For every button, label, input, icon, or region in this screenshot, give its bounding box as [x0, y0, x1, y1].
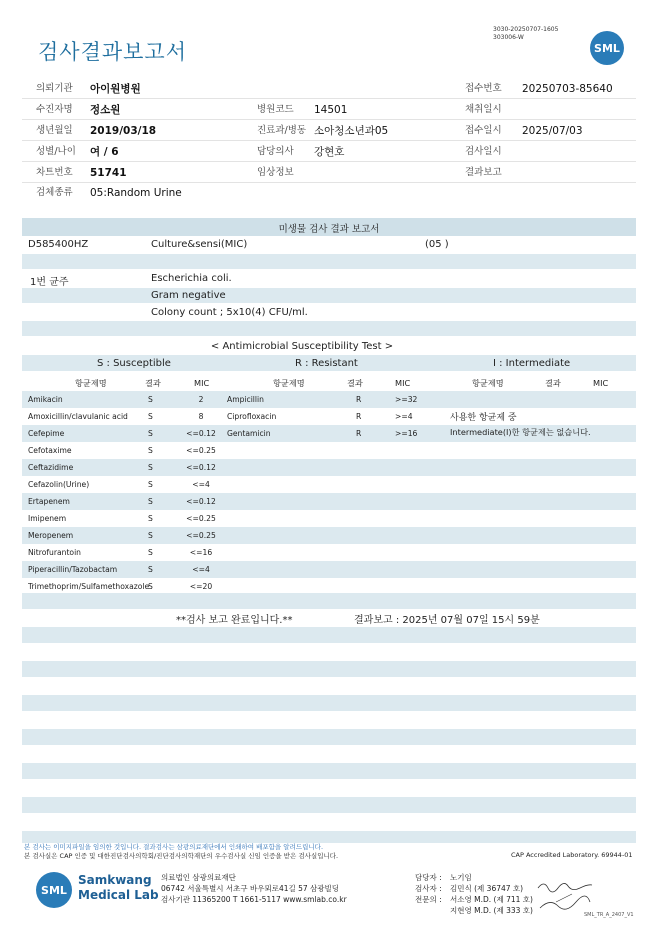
drug-name: Trimethoprim/Sulfamethoxazole — [28, 582, 150, 591]
result: S — [148, 497, 153, 506]
drug-name: Gentamicin — [227, 429, 271, 438]
staff-label-3: 전문의 : — [415, 895, 442, 904]
col-mic-1: MIC — [194, 378, 210, 388]
stripe — [22, 593, 636, 609]
test-number: (05 ) — [425, 239, 449, 250]
birth-value: 2019/03/18 — [90, 125, 157, 137]
report-label: 결과보고 — [465, 167, 502, 178]
section-title: 미생물 검사 결과 보고서 — [278, 224, 380, 235]
info-row-5 — [22, 163, 636, 183]
mic-value: >=16 — [395, 429, 418, 438]
mic-value: >=32 — [395, 395, 418, 404]
sex-age-label: 성별/나이 — [36, 146, 76, 157]
report-complete: **검사 보고 완료입니다.** — [176, 615, 293, 626]
stripe — [22, 321, 636, 336]
stripe — [22, 627, 636, 643]
organism-label: 1번 균주 — [30, 277, 69, 288]
org-address: 06742 서울특별시 서초구 바우뫼로41길 57 삼광빌딩 — [161, 884, 340, 893]
stripe — [22, 763, 636, 779]
drug-name: Amoxicillin/clavulanic acid — [28, 412, 128, 421]
brand-line-2: Medical Lab — [78, 888, 159, 902]
drug-name: Ertapenem — [28, 497, 70, 506]
result: S — [148, 514, 153, 523]
drug-name: Amikacin — [28, 395, 63, 404]
drug-name: Ampicillin — [227, 395, 264, 404]
chart-no-value: 51741 — [90, 167, 127, 179]
drug-name: Piperacillin/Tazobactam — [28, 565, 118, 574]
mic-value: <=4 — [192, 565, 210, 574]
test-code: D585400HZ — [28, 239, 89, 250]
col-mic-2: MIC — [395, 378, 411, 388]
report-title: 검사결과보고서 — [38, 40, 188, 64]
dept-value: 소아청소년과05 — [314, 125, 389, 137]
stripe — [22, 661, 636, 677]
info-row-2 — [22, 100, 636, 120]
drug-name: Imipenem — [28, 514, 67, 523]
stripe — [22, 729, 636, 745]
staff-label-1: 담당자 : — [415, 873, 442, 882]
legend-intermediate: I : Intermediate — [493, 358, 571, 369]
col-result-3: 결과 — [545, 378, 561, 388]
clinical-label: 임상정보 — [257, 167, 294, 178]
hospital-code-label: 병원코드 — [257, 104, 294, 115]
mic-value: <=0.25 — [186, 514, 216, 523]
info-row-3 — [22, 121, 636, 141]
mic-value: <=0.25 — [186, 446, 216, 455]
staff-1: 노기임 — [450, 873, 472, 882]
result: S — [148, 531, 153, 540]
drug-name: Cefotaxime — [28, 446, 72, 455]
stripe — [22, 797, 636, 813]
receipt-date-label: 접수일시 — [465, 125, 502, 136]
result: R — [356, 429, 362, 438]
col-result-2: 결과 — [347, 378, 363, 388]
result: S — [148, 582, 153, 591]
test-name: Culture&sensi(MIC) — [151, 239, 248, 250]
requester-value: 아이원병원 — [90, 83, 141, 95]
mic-value: 2 — [198, 395, 204, 404]
mic-value: <=4 — [192, 480, 210, 489]
result: R — [356, 395, 362, 404]
col-mic-3: MIC — [593, 378, 609, 388]
result: S — [148, 463, 153, 472]
document-code — [493, 26, 558, 42]
sex-age-value: 여 / 6 — [90, 146, 119, 158]
document-code-2: 303006-W — [493, 34, 524, 41]
drug-name: Meropenem — [28, 531, 74, 540]
intermediate-note-2: Intermediate(I)한 항균제는 없습니다. — [450, 427, 591, 437]
staff-label-2: 검사자 : — [415, 884, 442, 893]
info-row-6 — [22, 183, 636, 203]
intermediate-note-1: 사용한 항균제 중 — [450, 413, 517, 423]
patient-value: 정소원 — [90, 104, 121, 116]
receipt-no-value: 20250703-85640 — [522, 83, 613, 95]
hospital-code-value: 14501 — [314, 104, 348, 116]
test-date-label: 검사일시 — [465, 146, 502, 157]
doctor-value: 강현호 — [314, 146, 345, 158]
mic-value: <=0.12 — [186, 429, 216, 438]
org-contact: 검사기관 11365200 T 1661-5117 www.smlab.co.kr — [161, 895, 347, 904]
org-name: 의료법인 삼광의료재단 — [161, 873, 236, 882]
birth-label: 생년월일 — [36, 125, 73, 136]
cap-accreditation: CAP Accredited Laboratory. 69944-01 — [511, 851, 633, 859]
chart-no-label: 차트번호 — [36, 167, 73, 178]
result: S — [148, 480, 153, 489]
footer-notice-1: 본 검사는 이미지파일을 임의한 것입니다. 결과검사는 삼광의료재단에서 인쇄하여 배포함을 알려드립니다. — [24, 843, 324, 851]
mic-value: <=16 — [189, 548, 213, 557]
col-drug-3: 항균제명 — [472, 378, 504, 388]
patient-label: 수진자명 — [36, 104, 73, 115]
col-result-1: 결과 — [145, 378, 161, 388]
colony-count: Colony count ; 5x10(4) CFU/ml. — [151, 307, 308, 318]
footer-notice-2: 본 검사실은 CAP 인증 및 대한진단검사의학회/진단검사의학재단의 우수검사실 신임 인증을 받은 검사실입니다. — [24, 852, 339, 860]
col-drug-1: 항균제명 — [75, 378, 107, 388]
gram-stain: Gram negative — [151, 290, 226, 301]
legend-resistant: R : Resistant — [295, 358, 358, 369]
report-time: 결과보고 : 2025년 07월 07일 15시 59분 — [354, 615, 540, 626]
receipt-no-label: 접수번호 — [465, 83, 502, 94]
drug-name: Nitrofurantoin — [28, 548, 81, 557]
drug-name: Ceftazidime — [28, 463, 74, 472]
result: S — [148, 412, 153, 421]
info-row-1 — [22, 79, 636, 99]
result: R — [356, 412, 362, 421]
legend-susceptible: S : Susceptible — [97, 358, 171, 369]
drug-name: Cefazolin(Urine) — [28, 480, 90, 489]
collect-date-label: 채취일시 — [465, 104, 502, 115]
drug-name: Ciprofloxacin — [227, 412, 277, 421]
mic-value: <=0.25 — [186, 531, 216, 540]
dept-label: 진료과/병동 — [257, 125, 307, 136]
sml-logo-icon: SML — [590, 31, 624, 65]
stripe — [22, 254, 636, 269]
result: S — [148, 565, 153, 574]
ast-title: < Antimicrobial Susceptibility Test > — [210, 341, 394, 352]
mic-value: <=0.12 — [186, 463, 216, 472]
sml-footer-logo-icon: SML — [36, 872, 72, 908]
col-drug-2: 항균제명 — [273, 378, 305, 388]
result: S — [148, 395, 153, 404]
stripe — [22, 288, 636, 303]
receipt-date-value: 2025/07/03 — [522, 125, 583, 137]
result: S — [148, 548, 153, 557]
document-code-1: 3030-20250707-1605 — [493, 26, 559, 33]
mic-value: <=20 — [189, 582, 213, 591]
mic-value: 8 — [198, 412, 204, 421]
result: S — [148, 446, 153, 455]
signature-icon — [536, 878, 596, 914]
form-code: SML_TR_A_2407_V1 — [584, 912, 634, 918]
drug-name: Cefepime — [28, 429, 65, 438]
mic-value: >=4 — [395, 412, 413, 421]
specimen-value: 05:Random Urine — [90, 187, 182, 199]
staff-4: 지현영 M.D. (제 333 호) — [450, 906, 533, 915]
brand-name — [78, 873, 159, 903]
organism-name: Escherichia coli. — [151, 273, 232, 284]
stripe — [22, 695, 636, 711]
requester-label: 의뢰기관 — [36, 83, 73, 94]
staff-2: 김민식 (제 36747 호) — [450, 884, 524, 893]
info-row-4 — [22, 142, 636, 162]
result: S — [148, 429, 153, 438]
staff-3: 서소영 M.D. (제 711 호) — [450, 895, 533, 904]
brand-line-1: Samkwang — [78, 873, 152, 887]
doctor-label: 담당의사 — [257, 146, 294, 157]
specimen-label: 검체종류 — [36, 187, 73, 198]
mic-value: <=0.12 — [186, 497, 216, 506]
